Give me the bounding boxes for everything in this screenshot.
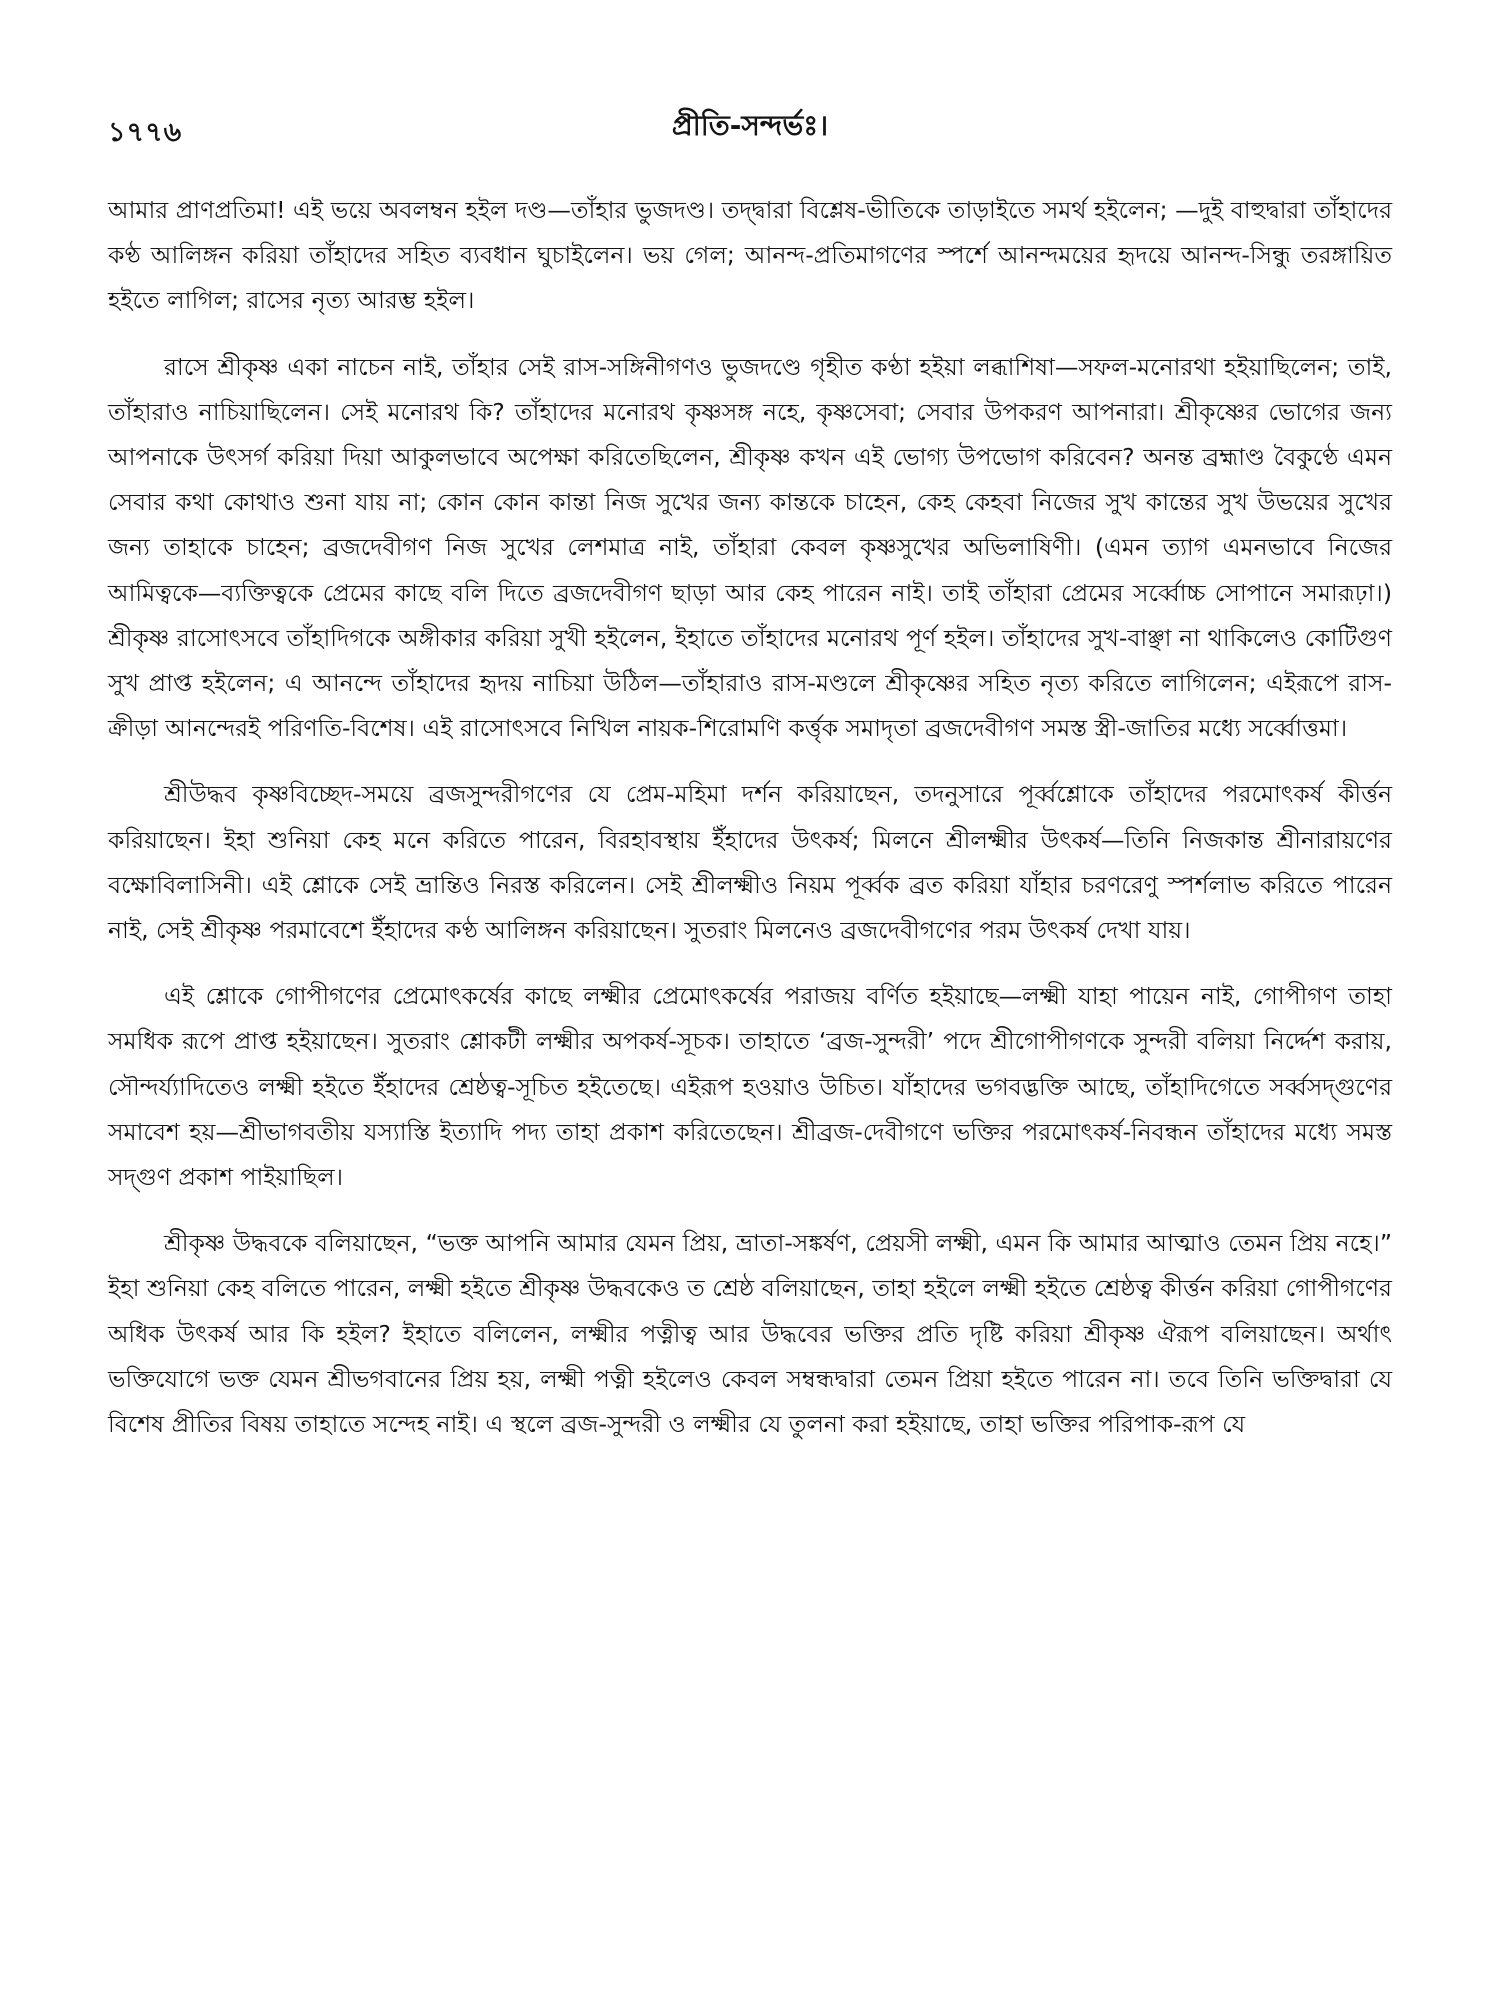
page-number: ১৭৭৬	[108, 117, 183, 148]
paragraph: শ্রীউদ্ধব কৃষ্ণবিচ্ছেদ-সময়ে ব্রজসুন্দরীগণের যে প্রেম-মহিমা দর্শন করিয়াছেন, তদনুসারে পূর্ব্বশ্লোকে তাঁহাদের পরমোৎকর্ষ কীর্ত্তন করিয়াছেন। ইহা শুনিয়া কেহ মনে করিতে পারেন, বিরহাবস্থায় ইঁহাদের উৎকর্ষ; মিলনে শ্রীলক্ষ্মীর উৎকর্ষ—তিনি নিজকান্ত শ্রীনারায়ণের বক্ষোবিলাসিনী। এই শ্লোকে সেই ভ্রান্তিও নিরস্ত করিলেন। সেই শ্রীলক্ষ্মীও নিয়ম পূর্ব্বক ব্রত করিয়া যাঁহার চরণরেণু স্পর্শলাভ করিতে পারেন নাই, সেই শ্রীকৃষ্ণ পরমাবেশে ইঁহাদের কণ্ঠ আলিঙ্গন করিয়াছেন। সুতরাং মিলনেও ব্রজদেবীগণের পরম উৎকর্ষ দেখা যায়।	[108, 780, 1392, 945]
paragraph: শ্রীকৃষ্ণ উদ্ধবকে বলিয়াছেন, “ভক্ত আপনি আমার যেমন প্রিয়, ভ্রাতা-সঙ্কর্ষণ, প্রেয়সী লক্ষ্মী, এমন কি আমার আত্মাও তেমন প্রিয় নহে।” ইহা শুনিয়া কেহ বলিতে পারেন, লক্ষ্মী হইতে শ্রীকৃষ্ণ উদ্ধবকেও ত শ্রেষ্ঠ বলিয়াছেন, তাহা হইলে লক্ষ্মী হইতে শ্রেষ্ঠত্ব কীর্ত্তন করিয়া গোপীগণের অধিক উৎকর্ষ আর কি হইল? ইহাতে বলিলেন, লক্ষ্মীর পত্নীত্ব আর উদ্ধবের ভক্তির প্রতি দৃষ্টি করিয়া শ্রীকৃষ্ণ ঐরূপ বলিয়াছেন। অর্থাৎ ভক্তিযোগে ভক্ত যেমন শ্রীভগবানের প্রিয় হয়, লক্ষ্মী পত্নী হইলেও কেবল সম্বন্ধদ্বারা তেমন প্রিয়া হইতে পারেন না। তবে তিনি ভক্তিদ্বারা যে বিশেষ প্রীতির বিষয় তাহাতে সন্দেহ নাই। এ স্থলে ব্রজ-সুন্দরী ও লক্ষ্মীর যে তুলনা করা হইয়াছে, তাহা ভক্তির পরিপাক-রূপ যে	[108, 1229, 1392, 1439]
paragraph: রাসে শ্রীকৃষ্ণ একা নাচেন নাই, তাঁহার সেই রাস-সঙ্গিনীগণও ভুজদণ্ডে গৃহীত কণ্ঠা হইয়া লব্ধাশিষা—সফল-মনোরথা হইয়াছিলেন; তাই, তাঁহারাও নাচিয়াছিলেন। সেই মনোরথ কি? তাঁহাদের মনোরথ কৃষ্ণসঙ্গ নহে, কৃষ্ণসেবা; সেবার উপকরণ আপনারা। শ্রীকৃষ্ণের ভোগের জন্য আপনাকে উৎসর্গ করিয়া দিয়া আকুলভাবে অপেক্ষা করিতেছিলেন, শ্রীকৃষ্ণ কখন এই ভোগ্য উপভোগ করিবেন? অনন্ত ব্রহ্মাণ্ড বৈকুণ্ঠে এমন সেবার কথা কোথাও শুনা যায় না; কোন কোন কান্তা নিজ সুখের জন্য কান্তকে চাহেন, কেহ কেহবা নিজের সুখ কান্তের সুখ উভয়ের সুখের জন্য তাহাকে চাহেন; ব্রজদেবীগণ নিজ সুখের লেশমাত্র নাই, তাঁহারা কেবল কৃষ্ণসুখের অভিলাষিণী। (এমন ত্যাগ এমনভাবে নিজের আমিত্বকে—ব্যক্তিত্বকে প্রেমের কাছে বলি দিতে ব্রজদেবীগণ ছাড়া আর কেহ পারেন নাই। তাই তাঁহারা প্রেমের সর্ব্বোচ্চ সোপানে সমারূঢ়া।) শ্রীকৃষ্ণ রাসোৎসবে তাঁহাদিগকে অঙ্গীকার করিয়া সুখী হইলেন, ইহাতে তাঁহাদের মনোরথ পূর্ণ হইল। তাঁহাদের সুখ-বাঞ্ছা না থাকিলেও কোটিগুণ সুখ প্রাপ্ত হইলেন; এ আনন্দে তাঁহাদের হৃদয় নাচিয়া উঠিল—তাঁহারাও রাস-মণ্ডলে শ্রীকৃষ্ণের সহিত নৃত্য করিতে লাগিলেন; এইরূপে রাস-ক্রীড়া আনন্দেরই পরিণতি-বিশেষ। এই রাসোৎসবে নিখিল নায়ক-শিরোমণি কর্ত্তৃক সমাদৃতা ব্রজদেবীগণ সমস্ত স্ত্রী-জাতির মধ্যে সর্ব্বোত্তমা।	[108, 352, 1392, 743]
running-head: প্রীতি-সন্দর্ভঃ।	[671, 109, 829, 142]
body-text	[108, 188, 1392, 1468]
paragraph: এই শ্লোকে গোপীগণের প্রেমোৎকর্ষের কাছে লক্ষ্মীর প্রেমোৎকর্ষের পরাজয় বর্ণিত হইয়াছে—লক্ষ্মী যাহা পায়েন নাই, গোপীগণ তাহা সমধিক রূপে প্রাপ্ত হইয়াছেন। সুতরাং শ্লোকটী লক্ষ্মীর অপকর্ষ-সূচক। তাহাতে ‘ব্রজ-সুন্দরী’ পদে শ্রীগোপীগণকে সুন্দরী বলিয়া নির্দ্দেশ করায়, সৌন্দর্য্যাদিতেও লক্ষ্মী হইতে ইঁহাদের শ্রেষ্ঠত্ব-সূচিত হইতেছে। এইরূপ হওয়াও উচিত। যাঁহাদের ভগবদ্ভক্তি আছে, তাঁহাদিগেতে সর্ব্বসদ্গুণের সমাবেশ হয়—শ্রীভাগবতীয় যস্যাস্তি ইত্যাদি পদ্য তাহা প্রকাশ করিতেছেন। শ্রীব্রজ-দেবীগণে ভক্তির পরমোৎকর্ষ-নিবন্ধন তাঁহাদের মধ্যে সমস্ত সদ্গুণ প্রকাশ পাইয়াছিল।	[108, 982, 1392, 1192]
paragraph: আমার প্রাণপ্রতিমা! এই ভয়ে অবলম্বন হইল দণ্ড—তাঁহার ভুজদণ্ড। তদ্দ্বারা বিশ্লেষ-ভীতিকে তাড়াইতে সমর্থ হইলেন; —দুই বাহুদ্বারা তাঁহাদের কণ্ঠ আলিঙ্গন করিয়া তাঁহাদের সহিত ব্যবধান ঘুচাইলেন। ভয় গেল; আনন্দ-প্রতিমাগণের স্পর্শে আনন্দময়ের হৃদয়ে আনন্দ-সিন্ধু তরঙ্গায়িত হইতে লাগিল; রাসের নৃত্য আরম্ভ হইল।	[108, 196, 1392, 315]
